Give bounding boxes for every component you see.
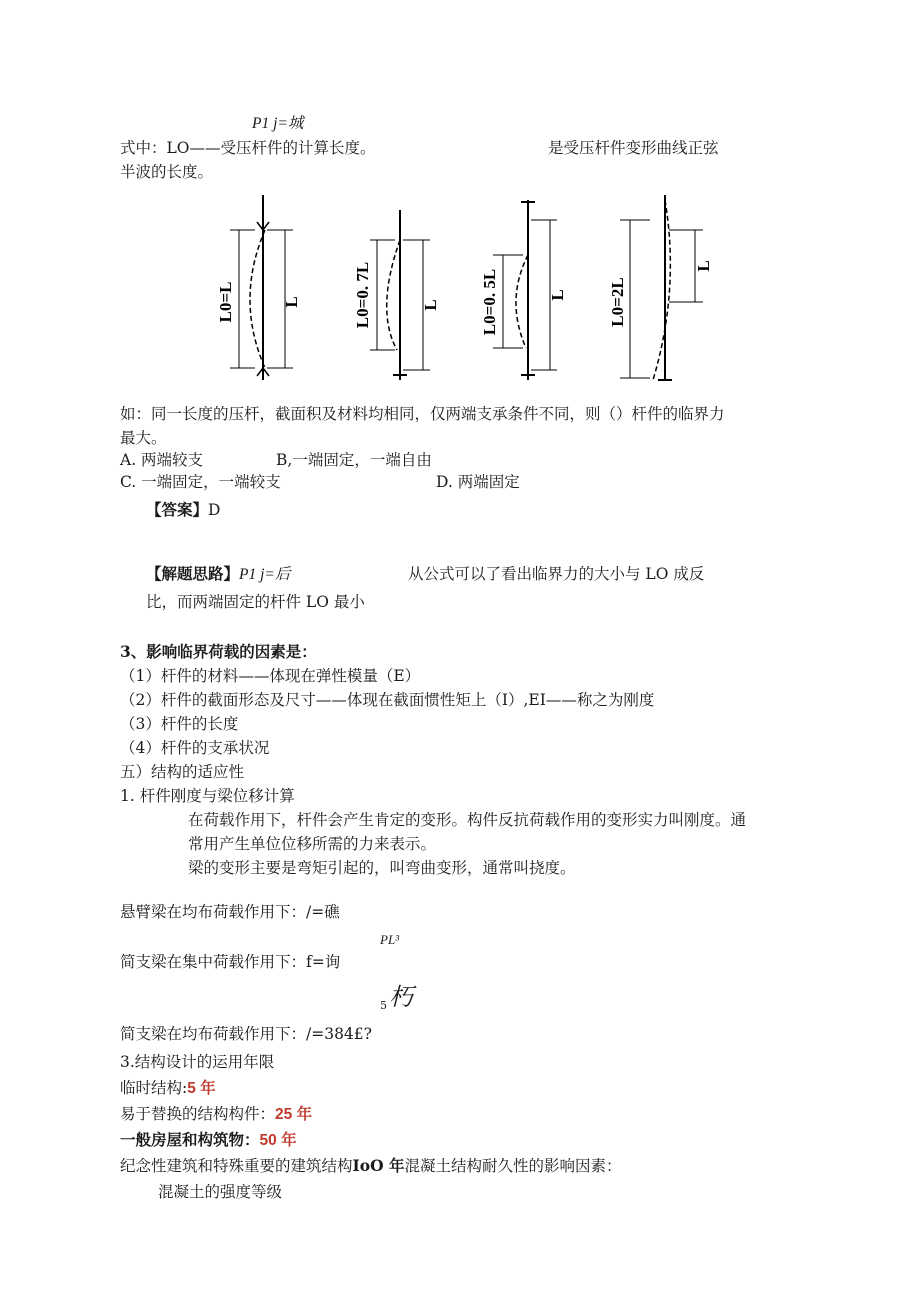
- paragraph: 混凝土的强度等级: [158, 1183, 283, 1201]
- hint: [146, 564, 290, 585]
- hint-text: 从公式可以了看出临界力的大小与 LO 成反: [408, 565, 705, 583]
- column-diagram-2: [370, 210, 430, 380]
- figure-label: L0=0. 5L: [480, 268, 499, 336]
- paragraph: 梁的变形主要是弯矩引起的，叫弯曲变形，通常叫挠度。: [188, 859, 576, 877]
- life-general: [120, 1130, 297, 1151]
- life-value: 25 年: [275, 1106, 313, 1123]
- figure-label: L0=2L: [608, 277, 627, 327]
- formula-fragment: 朽: [389, 985, 413, 1011]
- formula-line: 悬臂梁在均布荷载作用下：/=礁: [120, 903, 340, 921]
- figure-label: L0=L: [216, 281, 235, 323]
- life-tail: 混凝土结构耐久性的影响因素：: [404, 1157, 622, 1175]
- list-item: （1）杆件的材料——体现在弹性模量（E）: [120, 667, 421, 685]
- hint-text: 比，而两端固定的杆件 LO 最小: [146, 593, 365, 611]
- formula-fragment: 5: [380, 999, 387, 1012]
- list-item: （4）杆件的支承状况: [120, 739, 270, 757]
- text-line: 是受压杆件变形曲线正弦: [548, 139, 719, 157]
- hint-formula: P1 j=后: [239, 566, 291, 583]
- formula-line: 简支梁在均布荷载作用下：/=384£?: [120, 1025, 372, 1043]
- life-label: 易于替换的结构构件：: [120, 1105, 276, 1123]
- answer: [146, 500, 220, 520]
- subheading: 1. 杆件刚度与梁位移计算: [120, 787, 295, 805]
- column-buckling-figure: [216, 190, 715, 390]
- formula-critical-force: P1 j=城: [252, 115, 304, 132]
- life-label: 纪念性建筑和特殊重要的建筑结构: [120, 1157, 353, 1175]
- life-memorial: [120, 1156, 622, 1176]
- paragraph: 常用产生单位位移所需的力来表示。: [188, 835, 437, 853]
- paragraph: 在荷载作用下，杆件会产生肯定的变形。构件反抗荷载作用的变形实力叫刚度。通: [188, 811, 747, 829]
- life-label: 一般房屋和构筑物：: [120, 1130, 260, 1149]
- list-item: （2）杆件的截面形态及尺寸——体现在截面惯性矩上（I）,EI——称之为刚度: [120, 691, 655, 709]
- option-d: D. 两端固定: [436, 473, 520, 491]
- formula-fragment: PL³: [380, 932, 400, 947]
- section-heading: 3、影响临界荷载的因素是：: [120, 642, 317, 661]
- figure-label: L0=0. 7L: [353, 261, 372, 329]
- hint-label: 【解题思路】: [146, 564, 240, 583]
- life-temporary: [120, 1078, 216, 1099]
- figure-label: L: [548, 289, 567, 301]
- answer-label: 【答案】: [146, 500, 209, 519]
- subheading: 3.结构设计的运用年限: [120, 1053, 275, 1071]
- life-replaceable: [120, 1104, 312, 1125]
- figure-label: L: [282, 296, 301, 308]
- figure-label: L: [421, 299, 440, 311]
- option-a: A. 两端较支: [120, 451, 204, 469]
- figure-label: L: [694, 260, 713, 272]
- question-stem: 最大。: [120, 429, 167, 447]
- life-value: 5 年: [187, 1080, 216, 1097]
- column-diagram-1: [230, 195, 293, 380]
- column-diagram-4: [620, 195, 703, 380]
- answer-value: D: [208, 501, 221, 519]
- life-value: IoO 年: [352, 1156, 405, 1175]
- option-b: B,一端固定，一端自由: [276, 451, 432, 469]
- text-line: 式中：LO——受压杆件的计算长度。: [120, 139, 376, 157]
- question-stem: 如：同一长度的压杆，截面积及材料均相同，仅两端支承条件不同，则（）杆件的临界力: [120, 405, 725, 423]
- text-line: 半波的长度。: [120, 163, 214, 181]
- formula-line: 简支梁在集中荷载作用下：f=询: [120, 953, 341, 971]
- list-item: （3）杆件的长度: [120, 715, 239, 733]
- section-heading: 五）结构的适应性: [120, 763, 245, 781]
- life-value: 50 年: [259, 1132, 297, 1149]
- option-c: C. 一端固定，一端较支: [120, 473, 281, 491]
- life-label: 临时结构:: [120, 1079, 188, 1097]
